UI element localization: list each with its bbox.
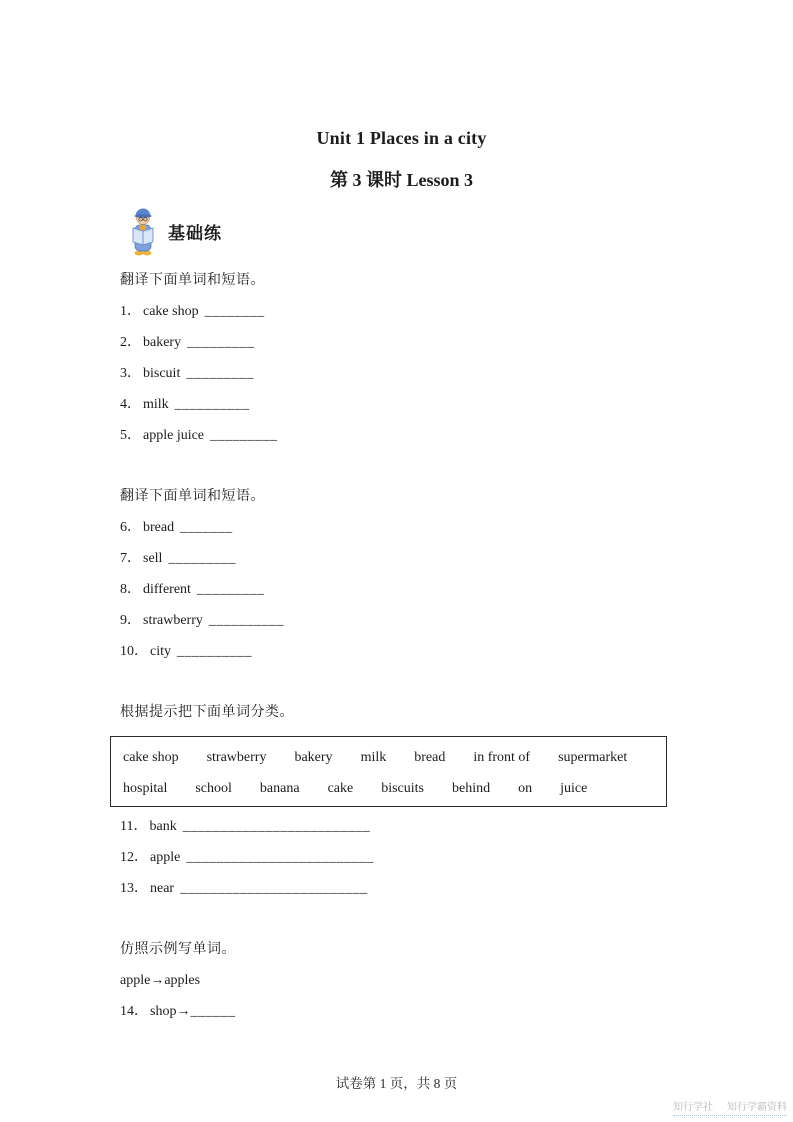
section-instruction: 翻译下面单词和短语。 <box>120 489 265 504</box>
answer-blank: __________ <box>208 613 284 628</box>
item-number: 14． <box>120 1004 148 1019</box>
item-word: bakery <box>143 335 182 350</box>
watermark-text-right: 知行学霸资料 <box>727 1102 787 1113</box>
page-subtitle: 第 3 课时 Lesson 3 <box>329 170 473 190</box>
answer-blank: _________________________ <box>182 819 371 834</box>
exercise-item <box>120 304 683 319</box>
answer-blank: _________________________ <box>180 881 368 896</box>
watermark-text-left: 知行学社 <box>673 1102 713 1113</box>
item-word: bank <box>149 819 177 834</box>
word-bank-word: banana <box>259 781 300 796</box>
item-number: 8． <box>120 582 141 597</box>
item-word: different <box>143 582 191 597</box>
item-word: near <box>150 881 175 896</box>
exercise-item <box>120 1004 683 1019</box>
section-badge <box>130 205 683 257</box>
section-instruction: 根据提示把下面单词分类。 <box>120 705 294 720</box>
page-title: Unit 1 Places in a city <box>316 128 487 148</box>
item-word: sell <box>143 551 163 566</box>
exercise-item <box>120 819 683 834</box>
item-number: 4． <box>120 397 141 412</box>
exercise-item <box>120 644 683 659</box>
section-instruction: 仿照示例写单词。 <box>120 942 236 957</box>
exercise-item <box>120 520 683 535</box>
page-footer: 试卷第 1 页，共 8 页 <box>335 1076 458 1091</box>
item-number: 5． <box>120 428 141 443</box>
word-bank-row <box>123 750 654 765</box>
item-word: apple juice <box>143 428 205 443</box>
exercise-item <box>120 582 683 597</box>
word-bank-word: in front of <box>473 750 531 765</box>
item-word: apple <box>150 850 181 865</box>
word-bank-word: cake shop <box>123 750 179 765</box>
answer-blank: _________ <box>196 582 265 597</box>
item-number: 9． <box>120 613 141 628</box>
reading-boy-icon <box>130 206 156 256</box>
word-bank-word: cake <box>327 781 354 796</box>
item-number: 11． <box>120 819 148 834</box>
item-number: 6． <box>120 520 141 535</box>
item-word: bread <box>143 520 175 535</box>
word-bank-word: biscuits <box>381 781 424 796</box>
section-word-forms <box>120 942 683 1019</box>
answer-blank: __________ <box>174 397 250 412</box>
exercise-item <box>120 335 683 350</box>
answer-blank: ________ <box>204 304 265 319</box>
word-bank-word: school <box>195 781 232 796</box>
section-translate-1 <box>120 273 683 443</box>
watermark <box>673 1102 787 1116</box>
item-word: cake shop <box>143 304 199 319</box>
answer-blank: _________ <box>210 428 278 443</box>
exercise-item <box>120 881 683 896</box>
word-bank-word: on <box>518 781 533 796</box>
answer-blank: _________ <box>186 366 254 381</box>
word-bank-word: milk <box>360 750 387 765</box>
item-number: 3． <box>120 366 141 381</box>
word-bank-row <box>123 781 654 796</box>
item-word: city <box>150 644 171 659</box>
word-bank-word: bread <box>414 750 446 765</box>
answer-blank: _________ <box>187 335 255 350</box>
word-bank-word: hospital <box>123 781 168 796</box>
item-number: 12． <box>120 850 148 865</box>
section-instruction: 翻译下面单词和短语。 <box>120 273 265 288</box>
exercise-item <box>120 850 683 865</box>
word-bank-word: supermarket <box>558 750 628 765</box>
word-bank-word: bakery <box>294 750 333 765</box>
exercise-item <box>120 397 683 412</box>
exercise-item <box>120 551 683 566</box>
item-number: 2． <box>120 335 141 350</box>
answer-blank: __________ <box>177 644 252 659</box>
section-translate-2 <box>120 489 683 659</box>
answer-blank: _________ <box>168 551 236 566</box>
example-line: apple→apples <box>120 973 201 988</box>
item-number: 10． <box>120 644 148 659</box>
answer-blank: _________________________ <box>186 850 374 865</box>
section-categorize <box>120 705 683 896</box>
item-word: strawberry <box>143 613 203 628</box>
exercise-item <box>120 613 683 628</box>
badge-label: 基础练 <box>168 223 222 243</box>
word-bank-box <box>110 736 667 807</box>
item-word: biscuit <box>143 366 181 381</box>
item-number: 1． <box>120 304 141 319</box>
word-bank-word: strawberry <box>206 750 267 765</box>
exercise-item <box>120 366 683 381</box>
item-number: 7． <box>120 551 141 566</box>
item-word: milk <box>143 397 169 412</box>
item-number: 13． <box>120 881 148 896</box>
word-bank-word: behind <box>452 781 491 796</box>
exercise-item <box>120 428 683 443</box>
answer-blank: ______ <box>190 1004 236 1019</box>
answer-blank: _______ <box>180 520 233 535</box>
word-bank-word: juice <box>560 781 588 796</box>
item-word: shop→ <box>150 1004 191 1019</box>
